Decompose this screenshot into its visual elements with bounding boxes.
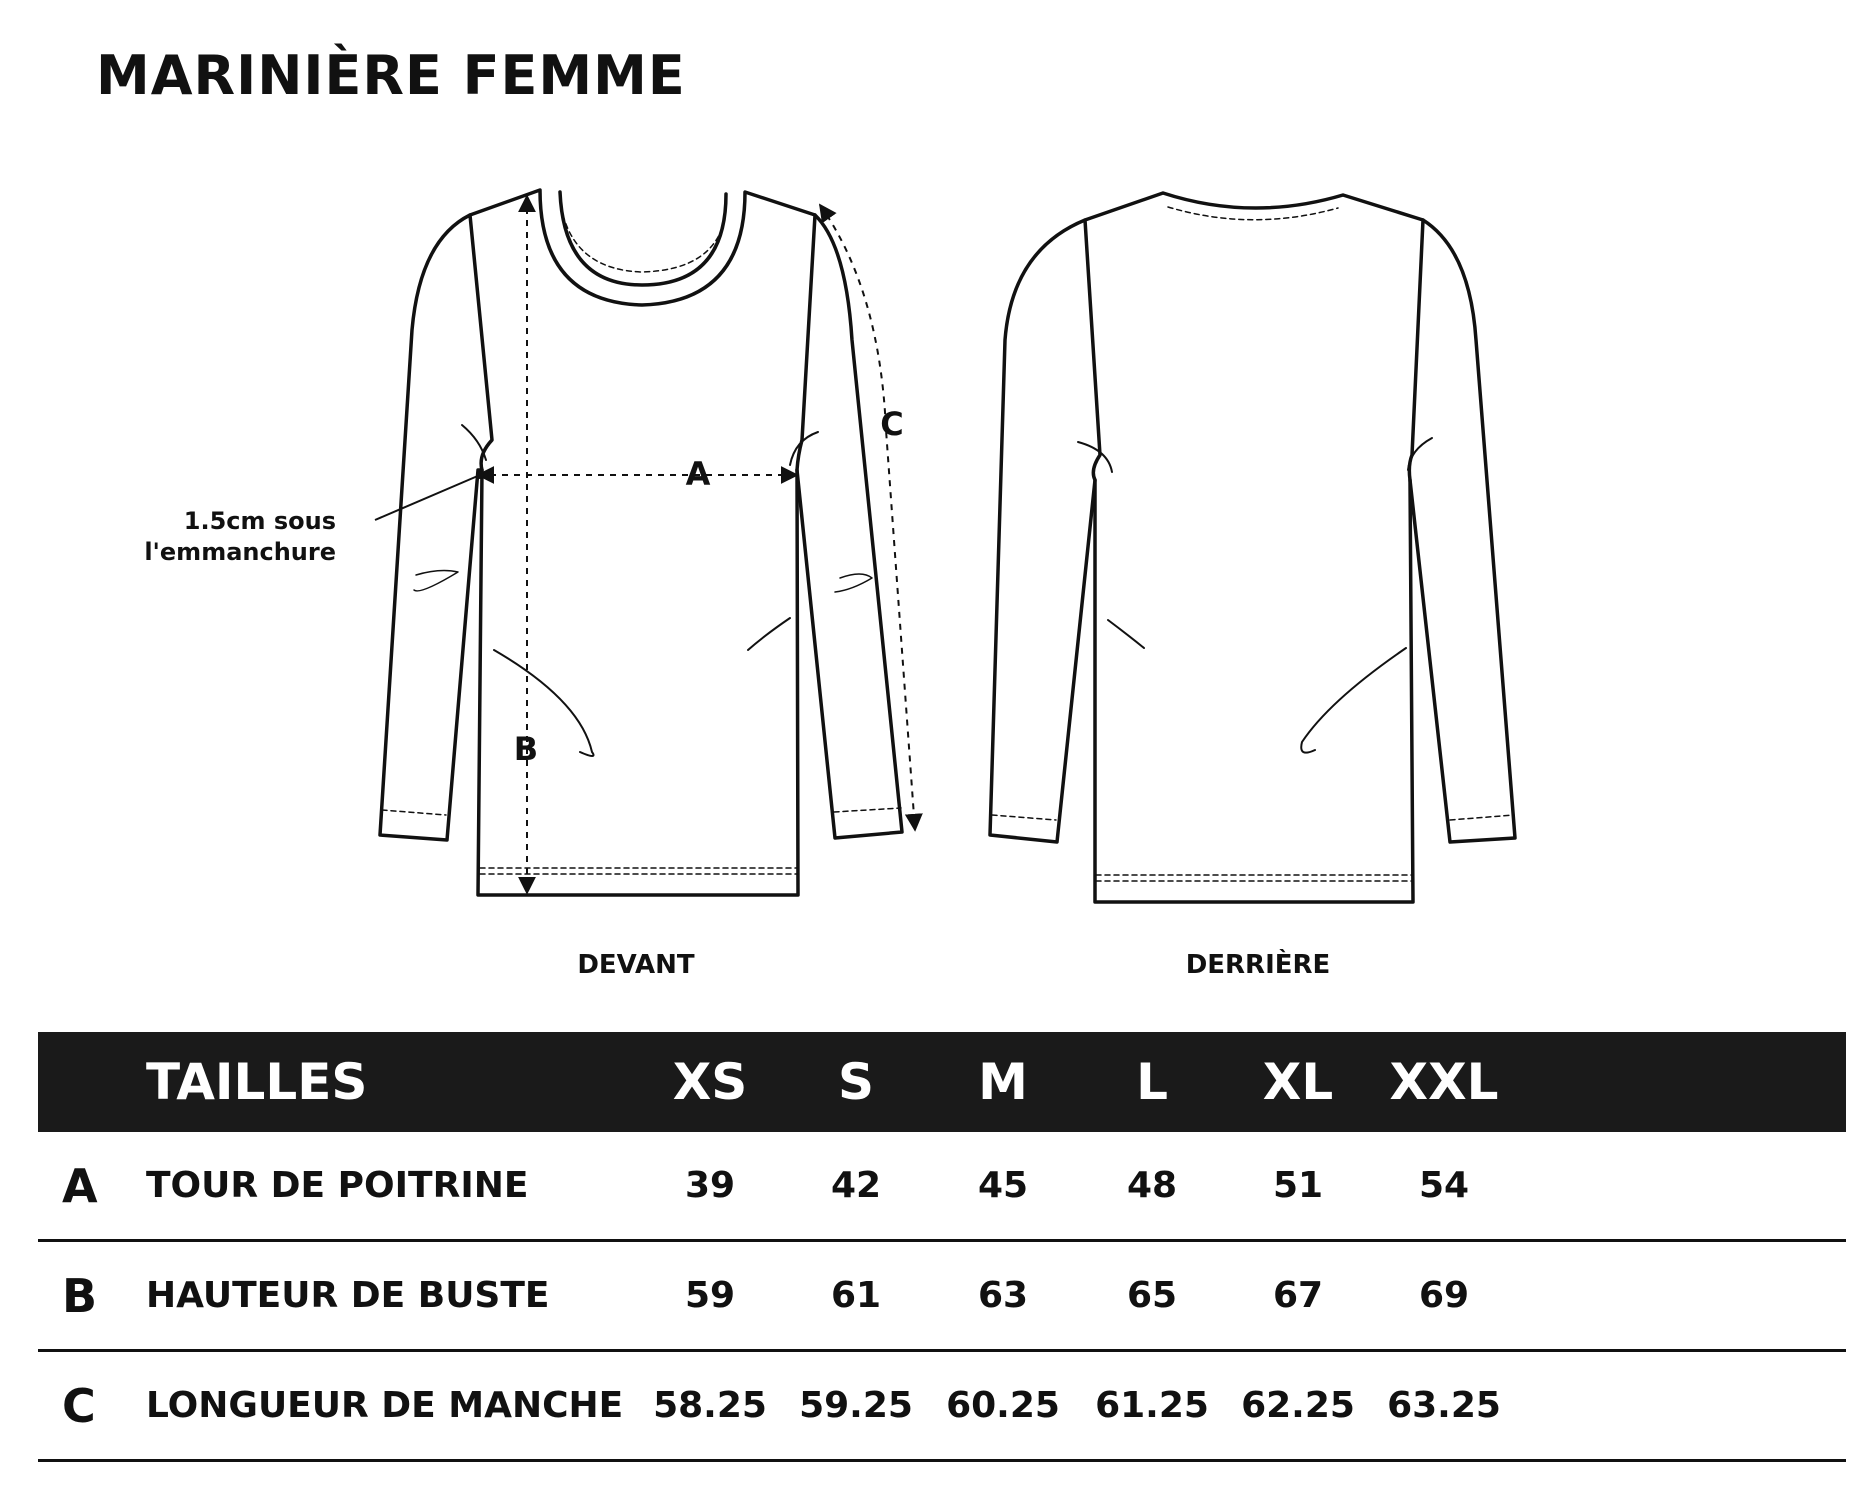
row-label: HAUTEUR DE BUSTE [146, 1275, 550, 1316]
marker-a: A [685, 455, 711, 493]
row-value: 39 [684, 1165, 736, 1206]
row-value: 61 [830, 1275, 882, 1316]
table-row-c [38, 1352, 1846, 1462]
size-table [38, 1032, 1846, 1462]
size-m: M [978, 1053, 1028, 1111]
row-value: 69 [1418, 1275, 1470, 1316]
row-value: 48 [1126, 1165, 1178, 1206]
row-letter: B [62, 1268, 98, 1323]
row-value: 60.25 [946, 1385, 1060, 1426]
row-value: 67 [1272, 1275, 1324, 1316]
front-body-outline [470, 190, 815, 895]
size-xxl: XXL [1389, 1053, 1499, 1111]
measure-line-c [820, 205, 915, 830]
back-view-label: DERRIÈRE [1185, 950, 1331, 980]
row-value: 65 [1126, 1275, 1178, 1316]
back-left-sleeve [990, 220, 1095, 842]
row-value: 58.25 [653, 1385, 767, 1426]
back-shirt-drawing [990, 193, 1515, 902]
row-label: TOUR DE POITRINE [146, 1165, 529, 1206]
row-label: LONGUEUR DE MANCHE [146, 1385, 624, 1426]
row-value: 51 [1272, 1165, 1324, 1206]
row-value: 61.25 [1095, 1385, 1209, 1426]
size-xs: XS [672, 1053, 748, 1111]
back-right-sleeve [1410, 220, 1515, 842]
page-title: MARINIÈRE FEMME [96, 44, 686, 107]
armhole-note-line1: 1.5cm sous [183, 507, 336, 535]
marker-b: B [513, 730, 539, 768]
row-value: 63.25 [1387, 1385, 1501, 1426]
size-xl: XL [1262, 1053, 1334, 1111]
row-value: 45 [977, 1165, 1029, 1206]
row-value: 42 [830, 1165, 882, 1206]
marker-c: C [880, 405, 904, 443]
table-row-a [38, 1132, 1846, 1242]
size-table-header [38, 1032, 1846, 1132]
front-left-sleeve [380, 215, 482, 840]
row-value: 62.25 [1241, 1385, 1355, 1426]
back-body-outline [1085, 193, 1423, 902]
table-row-b [38, 1242, 1846, 1352]
row-letter: A [62, 1158, 98, 1213]
size-l: L [1136, 1053, 1168, 1111]
row-letter: C [62, 1378, 96, 1433]
armhole-note [100, 506, 336, 568]
row-value: 59 [684, 1275, 736, 1316]
front-view-label: DEVANT [577, 950, 695, 980]
row-value: 54 [1418, 1165, 1470, 1206]
note-leader-dot [476, 471, 484, 479]
note-leader-line [375, 475, 480, 520]
armhole-note-line2: l'emmanchure [144, 538, 336, 566]
row-value: 63 [977, 1275, 1029, 1316]
front-right-sleeve [797, 215, 902, 838]
row-value: 59.25 [799, 1385, 913, 1426]
front-neckband [560, 192, 726, 285]
header-label: TAILLES [146, 1053, 368, 1111]
size-s: S [837, 1053, 874, 1111]
front-shirt-drawing [380, 190, 902, 895]
